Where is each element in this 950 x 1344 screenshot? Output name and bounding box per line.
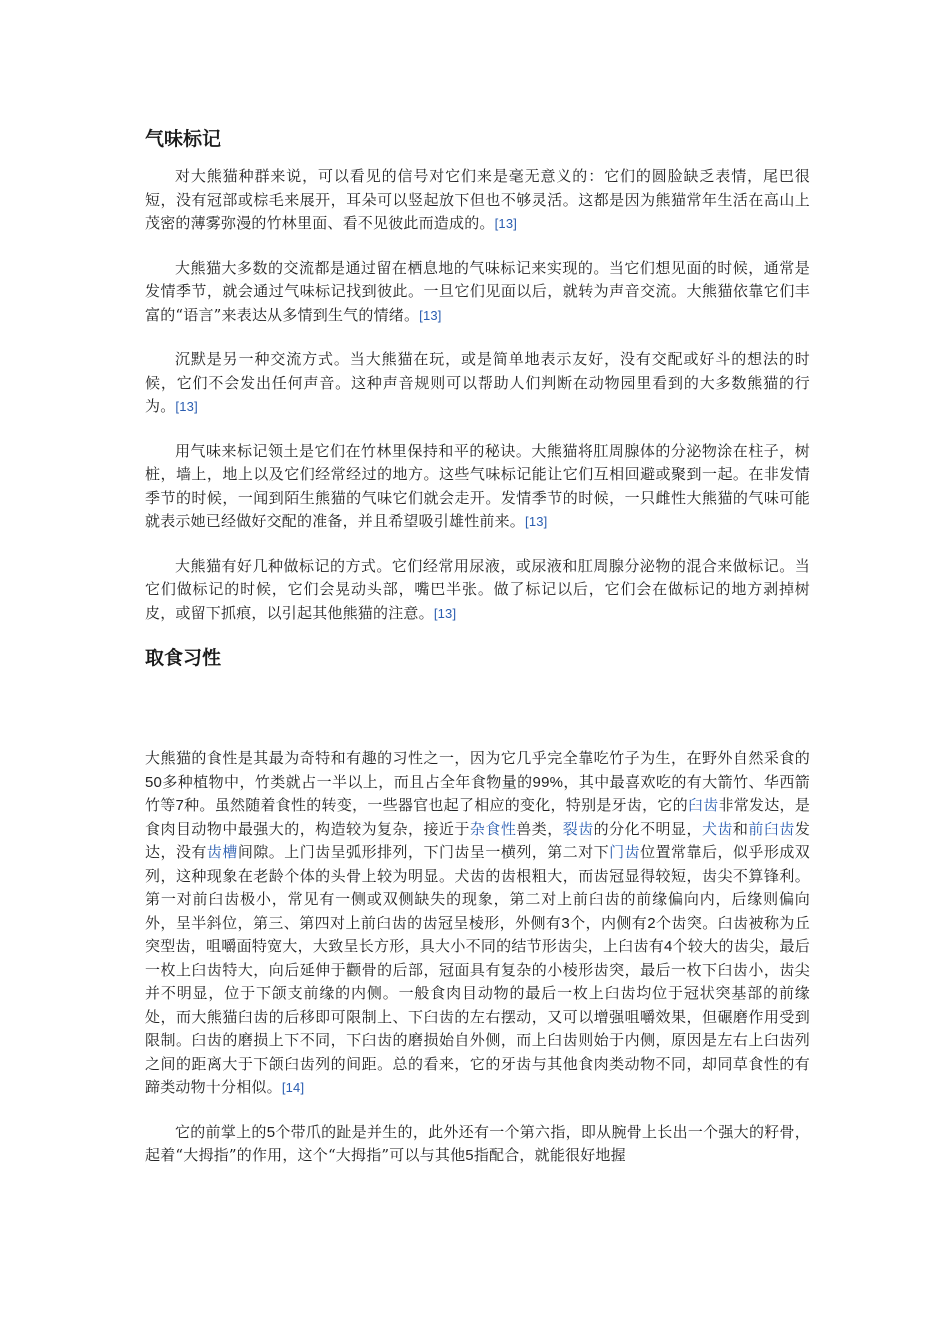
paragraph-paw: 它的前掌上的5个带爪的趾是并生的，此外还有一个第六指，即从腕骨上长出一个强大的籽骨，起着“大拇指”的作用，这个“大拇指”可以与其他5指配合，就能很好地握 <box>145 1122 810 1164</box>
citation-link[interactable]: [13] <box>433 605 457 621</box>
citation-link[interactable]: [13] <box>525 514 548 529</box>
link-incisor[interactable]: 门齿 <box>609 843 641 861</box>
citation-link[interactable]: [14] <box>281 1080 305 1095</box>
citation-link[interactable]: [13] <box>175 399 198 414</box>
link-canine[interactable]: 犬齿 <box>701 819 733 838</box>
paragraph: 大熊猫大多数的交流都是通过留在栖息地的气味标记来实现的。当它们想见面的时候，通常是发情季节，就会通过气味标记找到彼此。一旦它们见面以后，就转为声音交流。大熊猫依靠它们丰富的“语言”来表达从多情到生气的情绪。[13] <box>145 258 810 324</box>
paragraph: 对大熊猫种群来说，可以看见的信号对它们来是毫无意义的：它们的圆脸缺乏表情，尾巴很短，没有冠部或棕毛来展开，耳朵可以竖起放下但也不够灵活。这都是因为熊猫常年生活在高山上茂密的薄雾弥漫的竹林里面、看不见彼此而造成的。[13] <box>145 167 810 232</box>
link-premolar[interactable]: 前臼齿 <box>748 819 795 838</box>
link-alveolus[interactable]: 齿槽 <box>206 843 238 861</box>
paragraph: 用气味来标记领土是它们在竹林里保持和平的秘诀。大熊猫将肛周腺体的分泌物涂在柱子，树桩，墙上，地上以及它们经常经过的地方。这些气味标记能让它们互相回避或聚到一起。在非发情季节的时候，一闻到陌生熊猫的气味它们就会走开。发情季节的时候，一只雌性大熊猫的气味可能就表示她已经做好交配的准备，并且希望吸引雄性前来。[13] <box>145 441 810 530</box>
citation-link[interactable]: [13] <box>494 216 518 231</box>
link-molar[interactable]: 臼齿 <box>687 796 719 814</box>
section-heading-feeding-habits: 取食习性 <box>145 647 222 669</box>
citation-link[interactable]: [13] <box>419 307 442 323</box>
article-body <box>145 122 810 1168</box>
paragraph: 沉默是另一种交流方式。当大熊猫在玩，或是简单地表示友好，没有交配或好斗的想法的时候，它们不会发出任何声音。这种声音规则可以帮助人们判断在动物园里看到的大多数熊猫的行为。[13] <box>145 350 810 415</box>
link-omnivore[interactable]: 杂食性 <box>469 819 517 838</box>
section-heading-scent-marking: 气味标记 <box>145 128 222 150</box>
paragraph: 大熊猫有好几种做标记的方式。它们经常用尿液，或尿液和肛周腺分泌物的混合来做标记。当它们做标记的时候，它们会晃动头部，嘴巴半张。做了标记以后，它们会在做标记的地方剥掉树皮，或留下抓痕，以引起其他熊猫的注意。[13] <box>145 556 810 622</box>
paragraph-feeding: 大熊猫的食性是其最为奇特和有趣的习性之一，因为它几乎完全靠吃竹子为生，在野外自然采食的50多种植物中，竹类就占一半以上，而且占全年食物量的99%，其中最喜欢吃的有大箭竹、华西箭竹等7种。虽然随着食性的转变，一些器官也起了相应的变化，特别是牙齿，它的臼齿非常发达，是食肉目动物中最强大的，构造较为复杂，接近于杂食性兽类，裂齿的分化不明显，犬齿和前臼齿发达，没有齿槽间隙。上门齿呈弧形排列，下门齿呈一横列，第二对下门齿位置常靠后，似乎形成双列，这种现象在老龄个体的头骨上较为明显。犬齿的齿根粗大，而齿冠显得较短，齿尖不算锋利。第一对前臼齿极小，常见有一侧或双侧缺失的现象，第二对上前臼齿的前缘偏向内，后缘则偏向外，呈半斜位，第三、第四对上前臼齿的齿冠呈棱形，外侧有3个，内侧有2个齿突。臼齿被称为丘突型齿，咀嚼面特宽大，大致呈长方形，具大小不同的结节形齿尖，上臼齿有4个较大的齿尖，最后一枚上臼齿特大，向后延伸于颧骨的后部，冠面具有复杂的小棱形齿突，最后一枚下臼齿小，齿尖并不明显，位于下颌支前缘的内侧。一般食肉目动物的最后一枚上臼齿均位于冠状突基部的前缘处，而大熊猫臼齿的后移即可限制上、下臼齿的左右摆动，又可以增强咀嚼效果，但碾磨作用受到限制。臼齿的磨损上下不同，下臼齿的磨损始自外侧，而上臼齿则始于内侧，原因是左右上臼齿列之间的距离大于下颌臼齿列的间距。总的看来，它的牙齿与其他食肉类动物不同，却同草食性的有蹄类动物十分相似。[14] <box>145 749 811 1096</box>
link-carnassial[interactable]: 裂齿 <box>562 819 594 838</box>
